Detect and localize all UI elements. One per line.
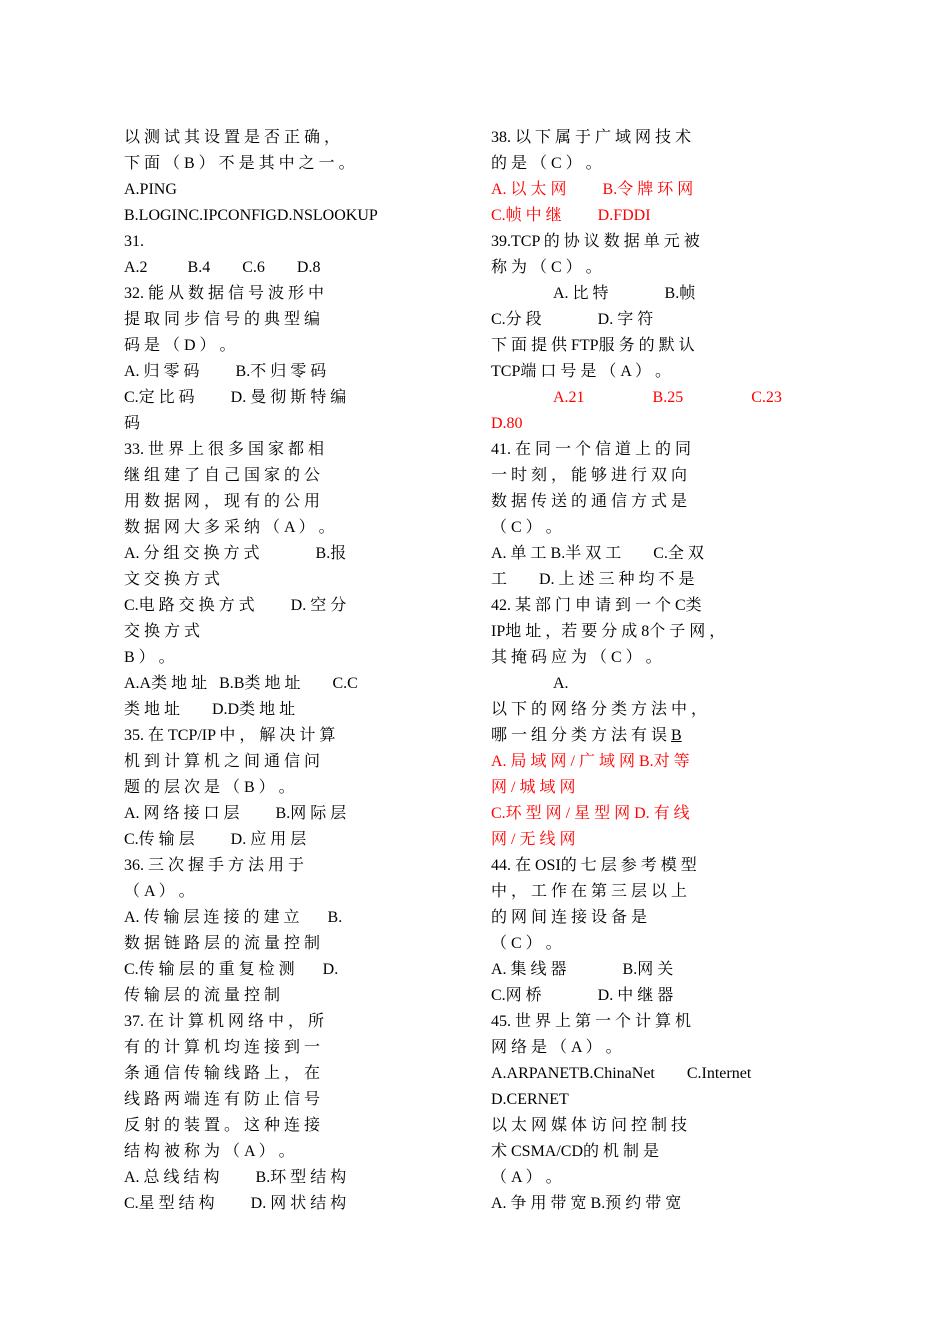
text-line: 网 络 是 （ A ） 。 xyxy=(491,1039,622,1056)
text-line: A.ARPANETB.ChinaNet C.Internet xyxy=(491,1065,752,1082)
left-column xyxy=(124,125,466,1217)
answer-line: 网 / 无 线 网 xyxy=(491,831,576,848)
text-line: C.传 输 层 的 重 复 检 测 D. xyxy=(124,961,339,978)
text-line: 32. 能 从 数 据 信 号 波 形 中 xyxy=(124,285,325,302)
text-line: 下 面 提 供 FTP服 务 的 默 认 xyxy=(491,337,695,354)
text-line: IP地 址 ，若 要 分 成 8个 子 网 ， xyxy=(491,623,726,640)
text-line: A.2 B.4 C.6 D.8 xyxy=(124,259,321,276)
text-line: 33. 世 界 上 很 多 国 家 都 相 xyxy=(124,441,325,458)
text-line: 题 的 层 次 是 （ B ） 。 xyxy=(124,779,295,796)
text-line: A. 总 线 结 构 B.环 型 结 构 xyxy=(124,1169,347,1186)
text-line: 继 组 建 了 自 己 国 家 的 公 xyxy=(124,467,321,484)
text-line: C.定 比 码 D. 曼 彻 斯 特 编 xyxy=(124,389,347,406)
question-text: 哪 一 组 分 类 方 法 有 误 xyxy=(491,727,672,744)
text-line: 工 D. 上 述 三 种 均 不 是 xyxy=(491,571,695,588)
text-line: A. 单 工 B.半 双 工 C.全 双 xyxy=(491,545,704,562)
text-line: 以 测 试 其 设 置 是 否 正 确 ， xyxy=(124,129,341,146)
text-line: 44. 在 OSI的 七 层 参 考 模 型 xyxy=(491,857,697,874)
text-line: 一 时 刻 ， 能 够 进 行 双 向 xyxy=(491,467,688,484)
text-line: 37. 在 计 算 机 网 络 中 ， 所 xyxy=(124,1013,325,1030)
text-line: 38. 以 下 属 于 广 域 网 技 术 xyxy=(491,129,692,146)
text-line: 反 射 的 装 置 。 这 种 连 接 xyxy=(124,1117,321,1134)
text-line: 类 地 址 D.D类 地 址 xyxy=(124,701,296,718)
text-line: （ C ） 。 xyxy=(491,519,562,536)
text-line: 中 ， 工 作 在 第 三 层 以 上 xyxy=(491,883,688,900)
text-line: 结 构 被 称 为 （ A ） 。 xyxy=(124,1143,295,1160)
text-line: A.PING xyxy=(124,181,177,198)
answer-underlined: B xyxy=(671,727,682,744)
text-line: C.分 段 D. 字 符 xyxy=(491,311,654,328)
text-line: 数 据 网 大 多 采 纳 （ A ） 。 xyxy=(124,519,335,536)
text-line: （ A ） 。 xyxy=(124,883,195,900)
answer-line: A.21 B.25 C.23 xyxy=(553,389,782,406)
text-line: A. 集 线 器 B.网 关 xyxy=(491,961,674,978)
text-line: 39.TCP 的 协 议 数 据 单 元 被 xyxy=(491,233,700,250)
text-line: A. 分 组 交 换 方 式 B.报 xyxy=(124,545,347,562)
text-line: 的 是 （ C ） 。 xyxy=(491,155,602,172)
answer-line: A. 局 域 网 / 广 域 网 B.对 等 xyxy=(491,753,690,770)
text-line: C.星 型 结 构 D. 网 状 结 构 xyxy=(124,1195,347,1212)
text-line: 机 到 计 算 机 之 间 通 信 问 xyxy=(124,753,321,770)
right-column xyxy=(491,125,836,1217)
text-line: A.A类 地 址 B.B类 地 址 C.C xyxy=(124,675,358,692)
text-line: A. xyxy=(553,675,569,692)
text-line: 码 xyxy=(124,415,141,432)
text-line: 提 取 同 步 信 号 的 典 型 编 xyxy=(124,311,321,328)
text-line: 以 下 的 网 络 分 类 方 法 中 ， xyxy=(491,701,708,718)
text-line xyxy=(491,723,836,749)
text-line: A. 比 特 B.帧 xyxy=(553,285,696,302)
text-line: 线 路 两 端 连 有 防 止 信 号 xyxy=(124,1091,321,1108)
text-line: 码 是 （ D ） 。 xyxy=(124,337,236,354)
text-line: 数 据 传 送 的 通 信 方 式 是 xyxy=(491,493,688,510)
text-line: A. 传 输 层 连 接 的 建 立 B. xyxy=(124,909,343,926)
text-line: 31. xyxy=(124,233,144,250)
text-line: 45. 世 界 上 第 一 个 计 算 机 xyxy=(491,1013,692,1030)
text-line: 术 CSMA/CD的 机 制 是 xyxy=(491,1143,660,1160)
text-line: 有 的 计 算 机 均 连 接 到 一 xyxy=(124,1039,321,1056)
text-line: 用 数 据 网 ， 现 有 的 公 用 xyxy=(124,493,321,510)
text-line: 35. 在 TCP/IP 中 ， 解 决 计 算 xyxy=(124,727,336,744)
text-line: B.LOGINC.IPCONFIGD.NSLOOKUP xyxy=(124,207,378,224)
text-line: 文 交 换 方 式 xyxy=(124,571,221,588)
text-line: 交 换 方 式 xyxy=(124,623,201,640)
text-line: 以 太 网 媒 体 访 问 控 制 技 xyxy=(491,1117,688,1134)
text-line: A. 网 络 接 口 层 B.网 际 层 xyxy=(124,805,347,822)
text-line: C.传 输 层 D. 应 用 层 xyxy=(124,831,307,848)
text-line: 42. 某 部 门 申 请 到 一 个 C类 xyxy=(491,597,702,614)
answer-line: 网 / 城 域 网 xyxy=(491,779,576,796)
text-line: A. 争 用 带 宽 B.预 约 带 宽 xyxy=(491,1195,682,1212)
text-line: 称 为 （ C ） 。 xyxy=(491,259,602,276)
text-line: 其 掩 码 应 为 （ C ） 。 xyxy=(491,649,662,666)
text-line: 41. 在 同 一 个 信 道 上 的 同 xyxy=(491,441,692,458)
text-line: D.CERNET xyxy=(491,1091,569,1108)
text-line: TCP端 口 号 是 （ A ） 。 xyxy=(491,363,672,380)
text-line: B ） 。 xyxy=(124,649,175,666)
text-line: 传 输 层 的 流 量 控 制 xyxy=(124,987,281,1004)
answer-line: D.80 xyxy=(491,415,523,432)
text-line: A. 归 零 码 B.不 归 零 码 xyxy=(124,363,327,380)
text-line: （ C ） 。 xyxy=(491,935,562,952)
text-line: 数 据 链 路 层 的 流 量 控 制 xyxy=(124,935,321,952)
text-line: 36. 三 次 握 手 方 法 用 于 xyxy=(124,857,305,874)
text-line: 条 通 信 传 输 线 路 上 ， 在 xyxy=(124,1065,321,1082)
text-line: C.电 路 交 换 方 式 D. 空 分 xyxy=(124,597,347,614)
text-line: C.网 桥 D. 中 继 器 xyxy=(491,987,674,1004)
text-line: 下 面 （ B ） 不 是 其 中 之 一 。 xyxy=(124,155,355,172)
answer-line: A. 以 太 网 B.令 牌 环 网 xyxy=(491,181,694,198)
answer-line: C.帧 中 继 D.FDDI xyxy=(491,207,651,224)
text-line: 的 网 间 连 接 设 备 是 xyxy=(491,909,648,926)
answer-line: C.环 型 网 / 星 型 网 D. 有 线 xyxy=(491,805,690,822)
text-line: （ A ） 。 xyxy=(491,1169,562,1186)
